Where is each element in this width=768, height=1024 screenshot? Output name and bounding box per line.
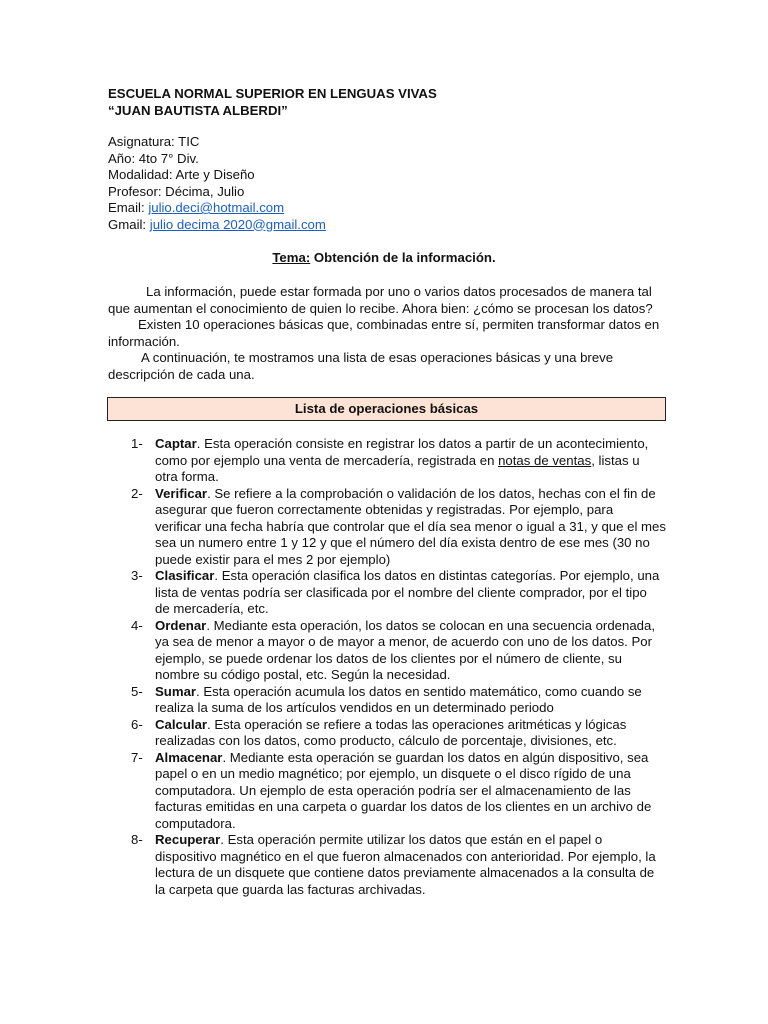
operation-text: computadora.: [155, 815, 236, 831]
operation-text: como por ejemplo una venta de mercadería, registrada en: [155, 452, 499, 468]
operation-text: . Esta operación acumula los datos en sentido matemático, como cuando se: [196, 683, 642, 699]
list-item-body: [155, 618, 671, 684]
list-item-line: [155, 717, 671, 734]
list-item-body: [155, 684, 671, 717]
operation-text: , listas u: [591, 452, 640, 468]
operations-list: [131, 436, 671, 898]
list-item-line: [155, 733, 671, 750]
operation-text: dispositivo magnético en el que fueron almacenados con anterioridad. Por ejemplo, la: [155, 848, 656, 864]
list-item-line: [155, 634, 671, 651]
list-item: [131, 684, 671, 717]
list-item-line: [155, 585, 671, 602]
course-info: [108, 134, 326, 233]
list-item-number: 4-: [131, 617, 143, 633]
operation-text: . Esta operación se refiere a todas las operaciones aritméticas y lógicas: [207, 716, 627, 732]
email-label: Email:: [108, 200, 149, 215]
list-item-number: 3-: [131, 568, 143, 583]
operation-name: Ordenar: [155, 617, 207, 633]
intro-p2-l1: Existen 10 operaciones básicas que, combinadas entre sí, permiten transformar datos en: [138, 317, 660, 332]
operation-text: lectura de un disquete que contiene datos previamente almacenados a la consulta de: [155, 865, 655, 880]
intro-p1-l2: que aumentan el conocimiento de quien lo recibe. Ahora bien: ¿cómo se procesan los datos?: [108, 300, 653, 316]
list-item-body: [155, 568, 671, 618]
intro-p3-l2: descripción de cada una.: [108, 366, 255, 382]
topic-text: Obtención de la información.: [310, 250, 496, 265]
list-item: [131, 832, 671, 898]
underlined-term: notas de ventas: [498, 452, 592, 468]
list-title-box: Lista de operaciones básicas: [107, 397, 666, 421]
operation-text: la carpeta que guarda las facturas archivadas.: [155, 881, 426, 897]
list-item-line: [155, 469, 671, 486]
school-subname: “JUAN BAUTISTA ALBERDI”: [108, 102, 288, 118]
list-item-line: [155, 519, 671, 536]
operation-name: Captar: [155, 436, 197, 451]
school-name: ESCUELA NORMAL SUPERIOR EN LENGUAS VIVAS: [108, 86, 437, 101]
list-item-line: [155, 750, 671, 767]
operation-text: . Mediante esta operación, los datos se colocan en una secuencia ordenada,: [206, 617, 655, 633]
list-item-line: [155, 618, 671, 635]
list-item-line: [155, 552, 671, 569]
list-item-line: [155, 799, 671, 816]
modalidad-line: Modalidad: Arte y Diseño: [108, 167, 255, 182]
school-header: [108, 86, 437, 119]
operation-text: facturas emitidas en una carpeta o guardar los datos de los clientes en un archivo de: [155, 799, 652, 814]
list-item-body: [155, 717, 671, 750]
gmail-line: [108, 217, 326, 234]
gmail-label: Gmail:: [108, 216, 150, 232]
list-item-line: [155, 832, 671, 849]
gmail-link[interactable]: julio decima 2020@gmail.com: [149, 216, 326, 232]
list-item-body: [155, 750, 671, 833]
intro-p2-l2: información.: [108, 333, 180, 349]
operation-name: Verificar: [155, 485, 208, 501]
topic-label: Tema:: [272, 250, 311, 265]
list-item-line: [155, 502, 671, 519]
topic-heading: [0, 250, 768, 267]
operation-text: . Se refiere a la comprobación o validación de los datos, hechas con el fin de: [207, 485, 656, 501]
operation-text: realizadas con los datos, como producto, cálculo de porcentaje, divisiones, etc.: [155, 733, 617, 748]
list-item-line: [155, 486, 671, 503]
operation-text: . Esta operación consiste en registrar los datos a partir de un acontecimiento,: [196, 436, 649, 451]
operation-name: Sumar: [155, 683, 197, 699]
email-line: [108, 200, 326, 217]
list-item: [131, 568, 671, 618]
intro-p1-l1: La información, puede estar formada por uno o varios datos procesados de manera tal: [146, 284, 652, 299]
list-item-line: [155, 535, 671, 552]
list-item-number: 8-: [131, 832, 143, 847]
list-item-body: [155, 832, 671, 898]
profesor-line: Profesor: Décima, Julio: [108, 183, 245, 199]
list-item: [131, 717, 671, 750]
list-item-line: [155, 568, 671, 585]
intro-p3-l1: A continuación, te mostramos una lista de esas operaciones básicas y una breve: [141, 350, 614, 365]
operation-text: lista de ventas podría ser clasificada por el nombre del cliente comprador, por el tipo: [155, 584, 647, 600]
operation-name: Recuperar: [155, 832, 221, 847]
operation-text: . Esta operación permite utilizar los datos que están en el papel o: [220, 832, 603, 847]
operation-text: realiza la suma de los artículos vendidos en un determinado periodo: [155, 700, 554, 715]
list-item-number: 5-: [131, 683, 143, 699]
operation-name: Clasificar: [155, 568, 215, 583]
operation-text: . Esta operación clasifica los datos en distintas categorías. Por ejemplo, una: [214, 568, 660, 583]
list-item-number: 7-: [131, 749, 143, 765]
operation-text: ejemplo, se puede ordenar los datos de los clientes por el número de cliente, su: [155, 650, 622, 666]
operation-text: computadora. Un ejemplo de esta operación podría ser el almacenamiento de las: [155, 782, 631, 798]
list-item-line: [155, 816, 671, 833]
list-item-line: [155, 651, 671, 668]
operation-text: verificar una fecha habría que controlar que el día sea menor o igual a 31, y que el mes: [155, 518, 666, 534]
operation-text: puede existir para el mes 2 por ejemplo): [155, 551, 391, 567]
list-item-line: [155, 700, 671, 717]
list-item: [131, 750, 671, 833]
operation-text: nombre su código postal, etc. Según la necesidad.: [155, 667, 451, 682]
email-link[interactable]: julio.deci@hotmail.com: [148, 200, 285, 215]
operation-text: ya sea de menor a mayor o de mayor a menor, de acuerdo con uno de los datos. Por: [155, 634, 653, 649]
asignatura-line: Asignatura: TIC: [108, 134, 200, 149]
list-item: [131, 486, 671, 569]
intro-text: [108, 284, 668, 383]
list-item-line: [155, 882, 671, 899]
list-item-line: [155, 849, 671, 866]
operation-text: otra forma.: [155, 469, 219, 484]
operation-text: asegurar que fueron correctamente obtenidas y registradas. Por ejemplo, para: [155, 502, 614, 517]
list-item-line: [155, 453, 671, 470]
list-item-number: 2-: [131, 485, 143, 501]
list-item-line: [155, 865, 671, 882]
list-item-number: 6-: [131, 716, 143, 732]
list-item-body: [155, 436, 671, 486]
list-item: [131, 618, 671, 684]
operation-text: sea un numero entre 1 y 12 y que el número del día exista dentro de ese mes (30 no: [155, 535, 650, 550]
list-item: [131, 436, 671, 486]
list-item-line: [155, 601, 671, 618]
operation-name: Calcular: [155, 716, 208, 732]
list-item-body: [155, 486, 671, 569]
list-item-line: [155, 783, 671, 800]
anio-line: Año: 4to 7° Div.: [108, 150, 199, 166]
operation-text: de mercadería, etc.: [155, 601, 269, 616]
list-item-line: [155, 766, 671, 783]
operation-name: Almacenar: [155, 749, 223, 765]
list-item-line: [155, 667, 671, 684]
list-item-line: [155, 684, 671, 701]
operation-text: . Mediante esta operación se guardan los datos en algún dispositivo, sea: [222, 749, 649, 765]
operation-text: papel o en un medio magnético; por ejemplo, un disquete o el disco rígido de una: [155, 766, 631, 781]
list-item-number: 1-: [131, 436, 143, 451]
list-item-line: [155, 436, 671, 453]
